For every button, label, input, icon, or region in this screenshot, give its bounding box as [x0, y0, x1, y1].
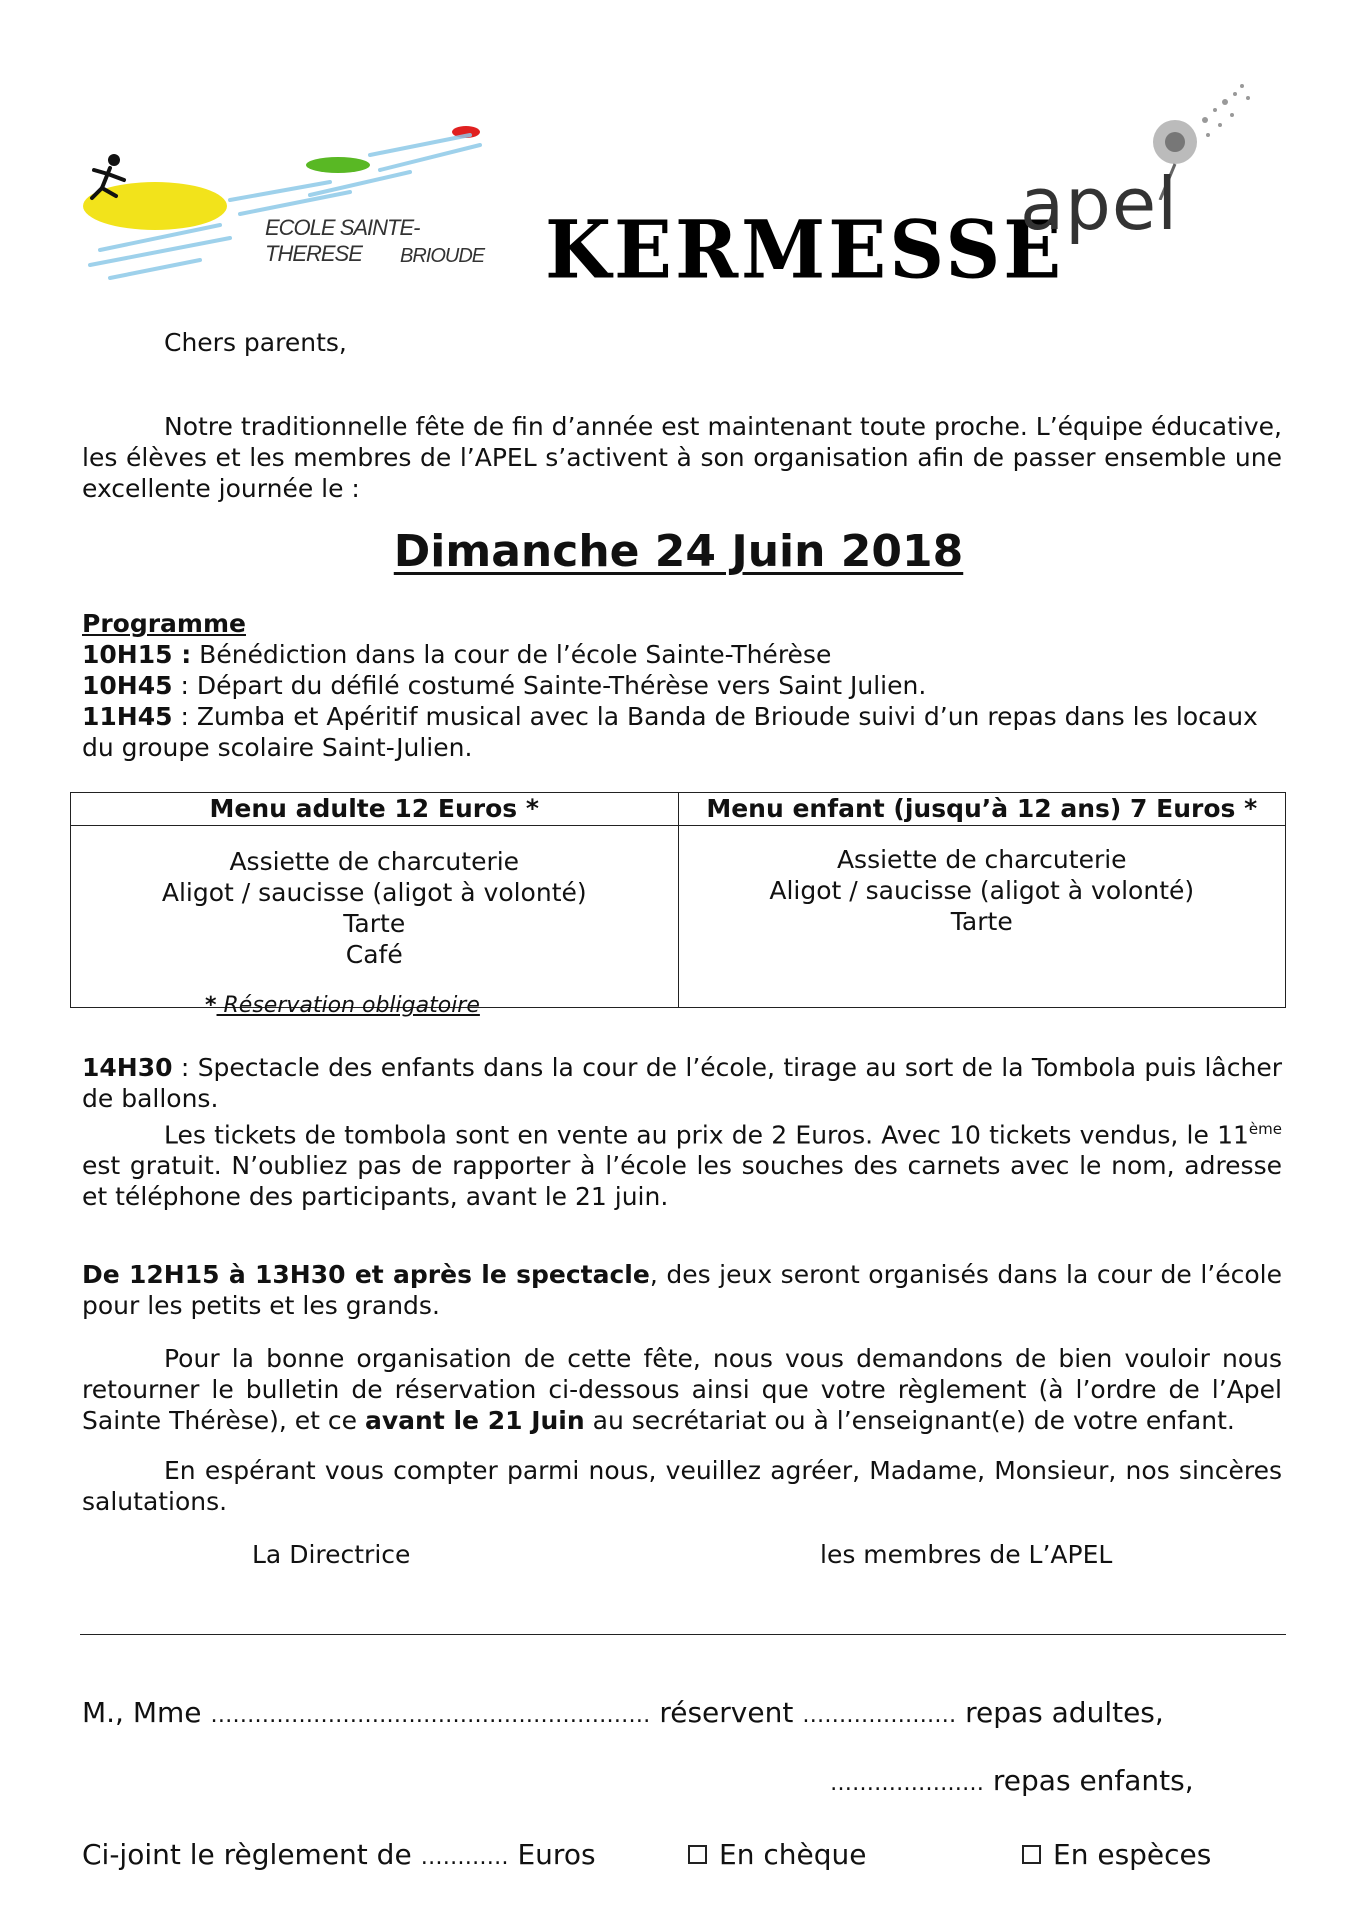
form-payment-amount-field[interactable]: …………	[420, 1845, 509, 1870]
form-payment-unit: Euros	[508, 1838, 596, 1871]
signature-director: La Directrice	[252, 1540, 411, 1569]
apel-logo-text: apel	[1020, 162, 1179, 246]
form-name-row	[82, 1696, 1164, 1729]
programme-text: : Départ du défilé costumé Sainte-Thérèse vers Saint Julien.	[172, 671, 927, 700]
menu-item: Aligot / saucisse (aligot à volonté)	[769, 876, 1195, 905]
programme-time: 10H45	[82, 671, 173, 700]
school-name-line1: ECOLE SAINTE-THERESE	[265, 215, 420, 266]
programme-title	[82, 608, 1292, 639]
programme-item	[82, 701, 1292, 763]
afternoon-time: 14H30	[82, 1053, 173, 1082]
form-reserve-label: réservent	[650, 1696, 803, 1729]
menu-item: Aligot / saucisse (aligot à volonté)	[161, 878, 587, 907]
form-payment-label: Ci-joint le règlement de	[82, 1838, 421, 1871]
menu-item: Tarte	[950, 907, 1013, 936]
games-bold: De 12H15 à 13H30 et après le spectacle	[82, 1260, 650, 1289]
note-text: Réservation obligatoire	[216, 993, 480, 1018]
intro-paragraph: Notre traditionnelle fête de fin d’année est maintenant toute proche. L’équipe éducative, les élèves et les membres de l’APEL s’activent à son organisation afin de passer ensemble une excellente journée le :	[82, 412, 1282, 503]
cash-checkbox[interactable]	[1022, 1845, 1041, 1864]
menu-item: Assiette de charcuterie	[229, 847, 520, 876]
form-name-label: M., Mme	[82, 1696, 211, 1729]
programme-time: 11H45	[82, 702, 173, 731]
cheque-checkbox[interactable]	[688, 1845, 707, 1864]
cash-label: En espèces	[1053, 1838, 1212, 1871]
form-adult-count-field[interactable]: …………………	[802, 1703, 957, 1728]
menu-child-items	[678, 826, 1286, 1008]
games-text: , des jeux seront organisés dans la cour de l’école pour les petits et les grands.	[82, 1260, 1282, 1320]
reservation-text-a: Pour la bonne organisation de cette fête, nous vous demandons de bien vouloir nous retourner le bulletin de réservation ci-dessous ainsi que votre règlement (à l’ordre de l’Apel Sainte Thérèse), et ce	[82, 1344, 1282, 1435]
note-star: *	[205, 993, 217, 1018]
form-child-count-field[interactable]: …………………	[830, 1771, 984, 1796]
greeting: Chers parents,	[164, 328, 347, 357]
programme-item	[82, 670, 1292, 701]
closing-paragraph: En espérant vous compter parmi nous, veuillez agréer, Madame, Monsieur, nos sincères salutations.	[82, 1456, 1282, 1516]
event-date: Dimanche 24 Juin 2018	[393, 526, 964, 577]
form-child-label: repas enfants,	[984, 1764, 1194, 1797]
menu-item: Tarte	[343, 909, 406, 938]
menu-adult-items	[71, 826, 679, 1008]
reservation-note	[205, 993, 480, 1018]
cut-line	[80, 1634, 1286, 1635]
tombola-paragraph	[82, 1114, 1282, 1212]
games-paragraph	[82, 1259, 1282, 1321]
reservation-deadline: avant le 21 Juin	[364, 1406, 585, 1435]
menu-table	[70, 792, 1286, 1008]
form-cheque-option[interactable]	[688, 1838, 866, 1871]
signature-apel: les membres de L’APEL	[820, 1540, 1113, 1569]
afternoon-paragraph	[82, 1052, 1282, 1114]
tombola-text-b: est gratuit. N’oubliez pas de rapporter à l’école les souches des carnets avec le nom, adresse et téléphone des participants, avant le 21 juin.	[82, 1151, 1282, 1212]
reservation-paragraph	[82, 1343, 1282, 1436]
form-payment-row	[82, 1838, 596, 1871]
form-child-row	[830, 1764, 1194, 1797]
form-name-field[interactable]: ……………………………………………………	[210, 1703, 651, 1728]
form-cash-option[interactable]	[1022, 1838, 1211, 1871]
programme-item	[82, 639, 1292, 670]
programme-text: Bénédiction dans la cour de l’école Sainte-Thérèse	[191, 640, 832, 669]
menu-item: Café	[345, 940, 403, 969]
menu-child-header: Menu enfant (jusqu’à 12 ans) 7 Euros *	[678, 793, 1286, 826]
form-adult-label: repas adultes,	[956, 1696, 1164, 1729]
programme-title-text: Programme	[82, 609, 246, 638]
school-logo	[80, 110, 500, 290]
page-title: KERMESSE	[545, 202, 1065, 297]
programme-time: 10H15 :	[82, 640, 192, 669]
programme-text: : Zumba et Apéritif musical avec la Banda de Brioude suivi d’un repas dans les locaux du groupe scolaire Saint-Julien.	[82, 702, 1258, 762]
menu-item: Assiette de charcuterie	[836, 845, 1127, 874]
cheque-label: En chèque	[719, 1838, 867, 1871]
school-name-line2: BRIOUDE	[400, 245, 485, 267]
tombola-sup: ème	[1248, 1120, 1282, 1138]
menu-adult-header: Menu adulte 12 Euros *	[71, 793, 679, 826]
reservation-text-b: au secrétariat ou à l’enseignant(e) de votre enfant.	[584, 1406, 1235, 1435]
afternoon-text: : Spectacle des enfants dans la cour de l’école, tirage au sort de la Tombola puis lâcher de ballons.	[82, 1053, 1282, 1113]
tombola-text-a: Les tickets de tombola sont en vente au prix de 2 Euros. Avec 10 tickets vendus, le 11	[164, 1120, 1249, 1150]
